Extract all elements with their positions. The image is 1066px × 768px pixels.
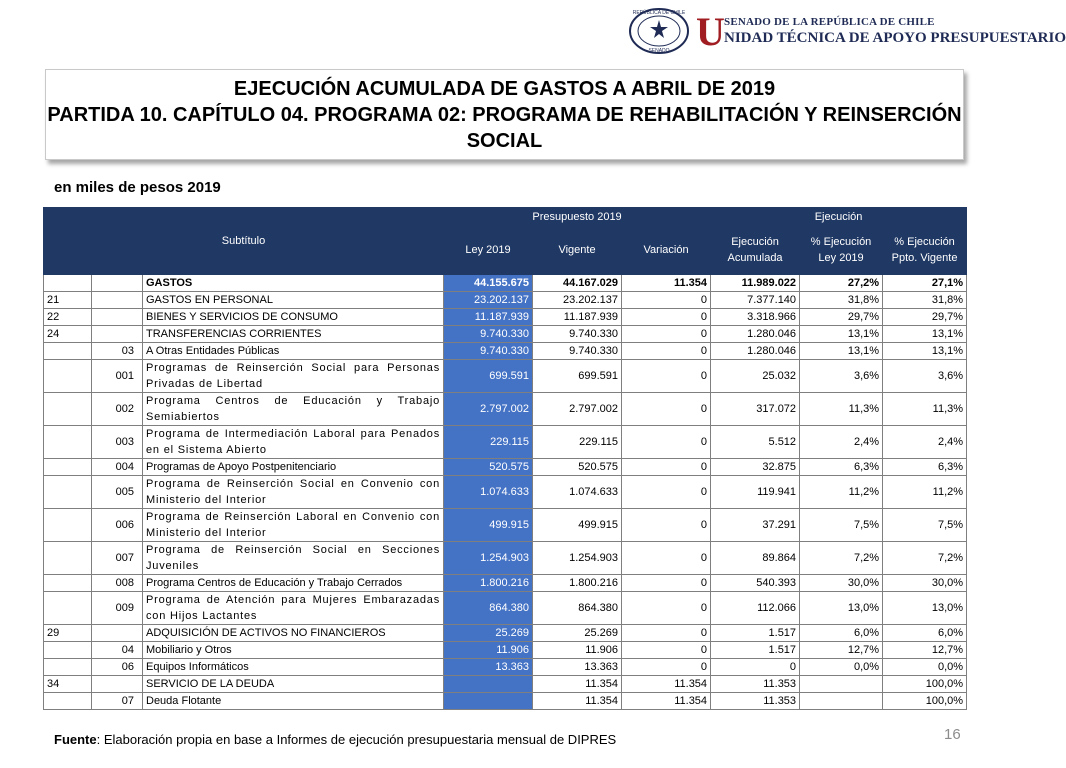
cell-variacion: 0 — [622, 659, 711, 676]
cell-pct-ley: 29,7% — [800, 309, 883, 326]
table-row — [44, 459, 967, 476]
table-row — [44, 509, 967, 542]
cell-ejecucion: 112.066 — [711, 592, 800, 625]
cell-pct-vigente: 30,0% — [883, 575, 967, 592]
cell-vigente: 1.074.633 — [533, 476, 622, 509]
row-description: Programa de Reinserción Social en Secciones Juveniles — [143, 542, 444, 575]
cell-variacion: 0 — [622, 326, 711, 343]
row-code — [44, 275, 92, 292]
cell-ley: 2.797.002 — [444, 393, 533, 426]
header-ejecucion: Ejecución — [711, 208, 967, 226]
row-code — [44, 693, 92, 710]
seal-subtext: SENADO — [648, 48, 670, 54]
cell-variacion: 11.354 — [622, 693, 711, 710]
cell-pct-ley: 30,0% — [800, 575, 883, 592]
row-description: Programa Centros de Educación y Trabajo Semiabiertos — [143, 393, 444, 426]
cell-pct-vigente: 100,0% — [883, 693, 967, 710]
cell-ley: 11.187.939 — [444, 309, 533, 326]
cell-ley: 1.074.633 — [444, 476, 533, 509]
row-subcode: 04 — [92, 642, 143, 659]
row-code — [44, 659, 92, 676]
cell-pct-vigente: 7,2% — [883, 542, 967, 575]
row-subcode: 07 — [92, 693, 143, 710]
cell-vigente: 1.800.216 — [533, 575, 622, 592]
cell-vigente: 864.380 — [533, 592, 622, 625]
header-ejec-acum: Ejecución Acumulada — [711, 226, 800, 275]
cell-ejecucion: 25.032 — [711, 360, 800, 393]
cell-pct-vigente: 11,3% — [883, 393, 967, 426]
row-description: Equipos Informáticos — [143, 659, 444, 676]
row-code: 22 — [44, 309, 92, 326]
cell-pct-ley: 11,2% — [800, 476, 883, 509]
cell-variacion: 0 — [622, 393, 711, 426]
cell-variacion: 0 — [622, 309, 711, 326]
row-subcode: 03 — [92, 343, 143, 360]
row-description: TRANSFERENCIAS CORRIENTES — [143, 326, 444, 343]
cell-variacion: 0 — [622, 625, 711, 642]
cell-ley: 1.800.216 — [444, 575, 533, 592]
cell-pct-vigente: 6,3% — [883, 459, 967, 476]
row-code — [44, 542, 92, 575]
table-row — [44, 426, 967, 459]
row-subcode — [92, 309, 143, 326]
row-subcode: 06 — [92, 659, 143, 676]
row-subcode: 006 — [92, 509, 143, 542]
cell-vigente: 2.797.002 — [533, 393, 622, 426]
cell-ley: 699.591 — [444, 360, 533, 393]
table-row — [44, 642, 967, 659]
cell-pct-vigente: 3,6% — [883, 360, 967, 393]
cell-variacion: 0 — [622, 575, 711, 592]
budget-table — [43, 207, 967, 710]
row-code — [44, 575, 92, 592]
row-description: Programa de Intermediación Laboral para Penados en el Sistema Abierto — [143, 426, 444, 459]
cell-vigente: 499.915 — [533, 509, 622, 542]
cell-variacion: 0 — [622, 509, 711, 542]
row-subcode: 004 — [92, 459, 143, 476]
header-pct-vig: % Ejecución Ppto. Vigente — [883, 226, 967, 275]
cell-vigente: 520.575 — [533, 459, 622, 476]
cell-variacion: 11.354 — [622, 275, 711, 292]
cell-vigente: 44.167.029 — [533, 275, 622, 292]
row-code: 34 — [44, 676, 92, 693]
cell-pct-vigente: 29,7% — [883, 309, 967, 326]
cell-pct-vigente: 0,0% — [883, 659, 967, 676]
row-code — [44, 476, 92, 509]
table-row — [44, 659, 967, 676]
cell-ley: 9.740.330 — [444, 326, 533, 343]
cell-ejecucion: 7.377.140 — [711, 292, 800, 309]
cell-pct-ley: 31,8% — [800, 292, 883, 309]
cell-variacion: 11.354 — [622, 676, 711, 693]
row-subcode — [92, 625, 143, 642]
table-row — [44, 343, 967, 360]
cell-vigente: 699.591 — [533, 360, 622, 393]
cell-ley — [444, 693, 533, 710]
cell-vigente: 11.354 — [533, 676, 622, 693]
senate-seal-icon — [628, 6, 690, 56]
table-row — [44, 326, 967, 343]
row-subcode — [92, 292, 143, 309]
cell-ley: 13.363 — [444, 659, 533, 676]
row-code — [44, 426, 92, 459]
units-subtitle: en miles de pesos 2019 — [54, 179, 221, 196]
table-row — [44, 309, 967, 326]
row-code: 24 — [44, 326, 92, 343]
footer-label: Fuente — [54, 732, 97, 747]
cell-vigente: 11.354 — [533, 693, 622, 710]
table-row — [44, 625, 967, 642]
row-subcode: 005 — [92, 476, 143, 509]
row-description: BIENES Y SERVICIOS DE CONSUMO — [143, 309, 444, 326]
table-row — [44, 476, 967, 509]
row-description: GASTOS — [143, 275, 444, 292]
cell-pct-vigente: 2,4% — [883, 426, 967, 459]
cell-pct-ley: 3,6% — [800, 360, 883, 393]
cell-ley: 229.115 — [444, 426, 533, 459]
cell-vigente: 9.740.330 — [533, 343, 622, 360]
cell-pct-vigente: 6,0% — [883, 625, 967, 642]
cell-ejecucion: 1.280.046 — [711, 326, 800, 343]
row-code — [44, 642, 92, 659]
row-subcode — [92, 676, 143, 693]
cell-pct-ley: 13,1% — [800, 343, 883, 360]
cell-ejecucion: 1.517 — [711, 625, 800, 642]
cell-ejecucion: 0 — [711, 659, 800, 676]
cell-pct-vigente: 31,8% — [883, 292, 967, 309]
footer-text: : Elaboración propia en base a Informes de ejecución presupuestaria mensual de DIPRES — [96, 732, 617, 747]
cell-pct-vigente: 13,1% — [883, 343, 967, 360]
title-line1: EJECUCIÓN ACUMULADA DE GASTOS A ABRIL DE 2019 — [233, 78, 776, 100]
cell-pct-ley: 7,2% — [800, 542, 883, 575]
table-row — [44, 393, 967, 426]
cell-vigente: 23.202.137 — [533, 292, 622, 309]
cell-ley: 864.380 — [444, 592, 533, 625]
row-description: A Otras Entidades Públicas — [143, 343, 444, 360]
source-footer — [54, 732, 616, 747]
header-variacion: Variación — [622, 226, 711, 275]
cell-pct-ley: 13,0% — [800, 592, 883, 625]
row-subcode: 007 — [92, 542, 143, 575]
cell-pct-ley: 6,3% — [800, 459, 883, 476]
header-ley: Ley 2019 — [444, 226, 533, 275]
cell-pct-ley: 27,2% — [800, 275, 883, 292]
cell-vigente: 13.363 — [533, 659, 622, 676]
row-description: Programa de Reinserción Social en Convenio con Ministerio del Interior — [143, 476, 444, 509]
logo-line2: NIDAD TÉCNICA DE APOYO PRESUPUESTARIO — [724, 30, 1066, 46]
cell-ejecucion: 11.353 — [711, 676, 800, 693]
cell-pct-ley: 2,4% — [800, 426, 883, 459]
cell-ley: 23.202.137 — [444, 292, 533, 309]
row-description: Programas de Apoyo Postpenitenciario — [143, 459, 444, 476]
table-row — [44, 592, 967, 625]
row-code — [44, 509, 92, 542]
row-code — [44, 459, 92, 476]
logo-letter: U — [696, 9, 725, 54]
table-row — [44, 292, 967, 309]
cell-ejecucion: 317.072 — [711, 393, 800, 426]
row-code — [44, 343, 92, 360]
cell-pct-ley — [800, 676, 883, 693]
cell-vigente: 25.269 — [533, 625, 622, 642]
cell-vigente: 9.740.330 — [533, 326, 622, 343]
cell-pct-ley — [800, 693, 883, 710]
cell-pct-vigente: 27,1% — [883, 275, 967, 292]
cell-vigente: 1.254.903 — [533, 542, 622, 575]
title-line3: SOCIAL — [466, 130, 543, 152]
cell-variacion: 0 — [622, 476, 711, 509]
cell-pct-ley: 6,0% — [800, 625, 883, 642]
cell-ejecucion: 540.393 — [711, 575, 800, 592]
cell-ejecucion: 5.512 — [711, 426, 800, 459]
row-subcode: 009 — [92, 592, 143, 625]
cell-ley — [444, 676, 533, 693]
row-code: 21 — [44, 292, 92, 309]
cell-variacion: 0 — [622, 459, 711, 476]
cell-ejecucion: 37.291 — [711, 509, 800, 542]
row-description: Programa Centros de Educación y Trabajo Cerrados — [143, 575, 444, 592]
cell-ley: 11.906 — [444, 642, 533, 659]
title-box — [45, 69, 964, 160]
cell-ejecucion: 1.280.046 — [711, 343, 800, 360]
cell-ejecucion: 119.941 — [711, 476, 800, 509]
row-description: Programa de Atención para Mujeres Embarazadas con Hijos Lactantes — [143, 592, 444, 625]
cell-ley: 9.740.330 — [444, 343, 533, 360]
cell-pct-vigente: 11,2% — [883, 476, 967, 509]
senate-logo — [628, 6, 1066, 56]
row-code — [44, 393, 92, 426]
table-row — [44, 676, 967, 693]
cell-ejecucion: 89.864 — [711, 542, 800, 575]
cell-pct-vigente: 12,7% — [883, 642, 967, 659]
cell-variacion: 0 — [622, 360, 711, 393]
cell-pct-vigente: 13,1% — [883, 326, 967, 343]
cell-ley: 520.575 — [444, 459, 533, 476]
cell-vigente: 229.115 — [533, 426, 622, 459]
cell-pct-vigente: 7,5% — [883, 509, 967, 542]
row-subcode — [92, 275, 143, 292]
row-description: Programa de Reinserción Laboral en Convenio con Ministerio del Interior — [143, 509, 444, 542]
cell-pct-ley: 12,7% — [800, 642, 883, 659]
table-row — [44, 693, 967, 710]
row-description: ADQUISICIÓN DE ACTIVOS NO FINANCIEROS — [143, 625, 444, 642]
cell-ley: 1.254.903 — [444, 542, 533, 575]
row-subcode: 001 — [92, 360, 143, 393]
row-subcode: 002 — [92, 393, 143, 426]
cell-variacion: 0 — [622, 542, 711, 575]
cell-ejecucion: 1.517 — [711, 642, 800, 659]
cell-ley: 499.915 — [444, 509, 533, 542]
cell-ejecucion: 11.353 — [711, 693, 800, 710]
row-description: Mobiliario y Otros — [143, 642, 444, 659]
seal-text: REPÚBLICA DE CHILE — [632, 10, 686, 16]
row-description: GASTOS EN PERSONAL — [143, 292, 444, 309]
cell-pct-ley: 13,1% — [800, 326, 883, 343]
cell-vigente: 11.906 — [533, 642, 622, 659]
page-number: 16 — [944, 726, 961, 743]
cell-ley: 44.155.675 — [444, 275, 533, 292]
row-description: Deuda Flotante — [143, 693, 444, 710]
row-subcode: 003 — [92, 426, 143, 459]
row-description: Programas de Reinserción Social para Personas Privadas de Libertad — [143, 360, 444, 393]
cell-vigente: 11.187.939 — [533, 309, 622, 326]
cell-variacion: 0 — [622, 642, 711, 659]
row-subcode: 008 — [92, 575, 143, 592]
cell-ejecucion: 3.318.966 — [711, 309, 800, 326]
cell-pct-ley: 0,0% — [800, 659, 883, 676]
header-vigente: Vigente — [533, 226, 622, 275]
row-code: 29 — [44, 625, 92, 642]
cell-pct-vigente: 13,0% — [883, 592, 967, 625]
cell-pct-ley: 7,5% — [800, 509, 883, 542]
cell-ejecucion: 32.875 — [711, 459, 800, 476]
logo-line1: SENADO DE LA REPÚBLICA DE CHILE — [724, 16, 935, 28]
cell-pct-ley: 11,3% — [800, 393, 883, 426]
cell-ley: 25.269 — [444, 625, 533, 642]
cell-variacion: 0 — [622, 426, 711, 459]
table-row — [44, 542, 967, 575]
row-description: SERVICIO DE LA DEUDA — [143, 676, 444, 693]
cell-variacion: 0 — [622, 343, 711, 360]
table-row — [44, 275, 967, 292]
row-code — [44, 592, 92, 625]
table-row — [44, 575, 967, 592]
table-row — [44, 360, 967, 393]
cell-variacion: 0 — [622, 292, 711, 309]
header-pct-ley: % Ejecución Ley 2019 — [800, 226, 883, 275]
cell-pct-vigente: 100,0% — [883, 676, 967, 693]
title-line2: PARTIDA 10. CAPÍTULO 04. PROGRAMA 02: PROGRAMA DE REHABILITACIÓN Y REINSERCIÓN — [47, 104, 962, 126]
cell-variacion: 0 — [622, 592, 711, 625]
header-subtitulo: Subtítulo — [44, 208, 444, 275]
cell-ejecucion: 11.989.022 — [711, 275, 800, 292]
row-code — [44, 360, 92, 393]
row-subcode — [92, 326, 143, 343]
header-presupuesto: Presupuesto 2019 — [444, 208, 711, 226]
